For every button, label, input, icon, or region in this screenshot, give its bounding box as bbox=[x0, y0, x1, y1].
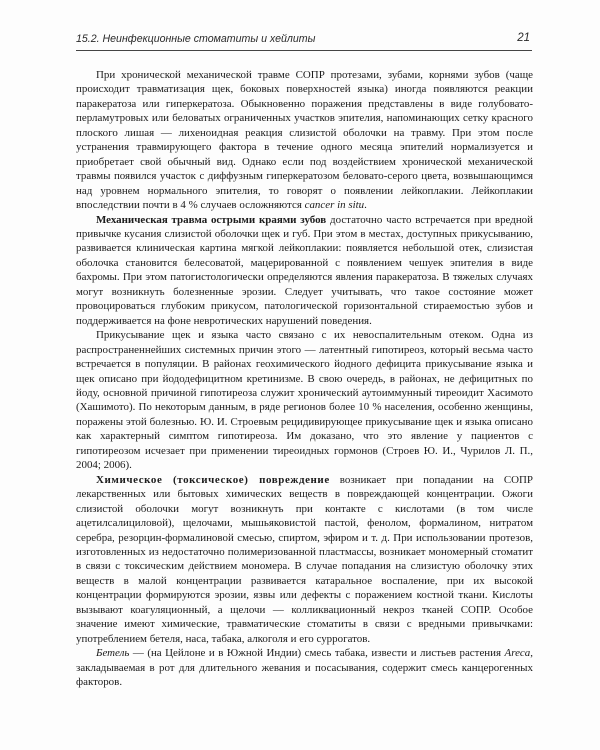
running-header bbox=[76, 31, 532, 47]
paragraph-text: достаточно часто встречается при вредной привычке кусания слизистой оболочки щек и губ. При этом в местах, доступных прикусыванию, развивается клиническая картина мягкой лейкоплакии: появляется небольшой отек, слизистая оболочка становится белесоватой, мацерированной с появлением чешуек эпителия в виде бахромы. При этом патогистологически определяются явления паракератоза. В тяжелых случаях могут возникнуть болезненные эрозии. Следует учитывать, что такое состояние может провоцироваться глубоким прикусом, патологической горизонтальной стираемостью зубов и поддерживается на фоне невротических нарушений поведения. bbox=[76, 213, 534, 327]
paragraph-cheek-biting bbox=[76, 328, 533, 473]
paragraph-sharp-teeth bbox=[76, 213, 533, 329]
italic-term: cancer in situ bbox=[304, 199, 365, 212]
italic-term: Areca bbox=[504, 647, 531, 660]
italic-term: Бетель bbox=[96, 647, 130, 660]
page-number: 21 bbox=[517, 32, 530, 44]
bold-heading: Механическая травма острыми краями зубов bbox=[96, 213, 327, 226]
paragraph-chronic-trauma bbox=[76, 68, 533, 213]
bold-heading: Химическое (токсическое) повреждение bbox=[96, 473, 330, 486]
paragraph-end: . bbox=[364, 199, 367, 212]
paragraph-text: возникает при попадании на СОПР лекарственных или бытовых химических веществ в повреждающей концентрации. Ожоги слизистой оболочки могут возникнуть при контакте с кислотами (в том числе ацетилсалициловой), щелочами, мышьяковистой пастой, фенолом, формалином, нитратом серебра, резорцин-формалиновой смесью, спиртом, эфиром и т. д. При использовании протезов, изготовленных из недостаточно полимеризованной пластмассы, возникает мономерный стоматит в связи с токсическим действием мономера. В случае попадания на слизистую оболочку этих веществ в малой концентрации развивается катаральное воспаление, при их высокой концентрации формируются эрозии, язвы или дефекты с поражением костной ткани. Кислоты вызывают коагуляционный, а щелочи — колликвационный некроз тканей СОПР. Особое значение имеют химические, травматические стоматиты в связи с вредными привычками: употреблением бетеля, наса, табака, алкоголя и его суррогатов. bbox=[76, 473, 533, 645]
paragraph-text: , закладываемая в рот для длительного жевания и посасывания, содержит смесь канцерогенных факторов. bbox=[76, 647, 533, 689]
header-rule bbox=[76, 50, 532, 51]
paragraph-chemical-injury bbox=[76, 473, 533, 646]
paragraph-betel bbox=[76, 646, 533, 689]
paragraph-text: — (на Цейлоне и в Южной Индии) смесь табака, извести и листьев растения bbox=[129, 647, 505, 660]
paragraph-text: Прикусывание щек и языка часто связано с их невоспалительным отеком. Одна из распространеннейших системных причин этого — латентный гипотиреоз, который весьма часто встречается в популяции. В районах геохимического йодного дефицита прикусывание языка и щек описано при йододефицитном кретинизме. В свою очередь, в районах, не дефицитных по йоду, основной причиной гипотиреоза служит хронический аутоиммунный тиреоидит Хасимото (Хашимото). По некоторым данным, в ряде регионов более 10 % населения, особенно женщины, поражены этой болезнью. Ю. И. Строевым рецидивирующее прикусывание щек и языка описано как характерный симптом гипотиреоза. Им доказано, что это явление у пациентов с гипотиреозом исчезает при применении тиреоидных гормонов (Строев Ю. И., Чурилов Л. П., 2004; 2006). bbox=[76, 329, 533, 472]
body-text bbox=[76, 68, 533, 689]
paragraph-text: При хронической механической травме СОПР протезами, зубами, корнями зубов (чаще происходит травматизация щек, боковых поверхностей языка) иногда появляются реакции паракератоза или гиперкератоза. Обыкновенно поражения представлены в виде голубовато-перламутровых или беловатых ограниченных участков эпителия, напоминающих сетку красного плоского лишая — лихеноидная реакция слизистой оболочки на травму. При этом после устранения травмирующего фактора в течение одного месяца эпителий нормализуется и приобретает свой обычный вид. Однако если под воздействием хронической механической травмы появился участок с диффузным гиперкератозом беловато-серого цвета, возвышающимся над уровнем нормального эпителия, то говорят о появлении лейкоплакии. Лейкоплакии впоследствии почти в 4 % случаев осложняются bbox=[76, 69, 533, 212]
section-title: 15.2. Неинфекционные стоматиты и хейлиты bbox=[76, 33, 316, 45]
